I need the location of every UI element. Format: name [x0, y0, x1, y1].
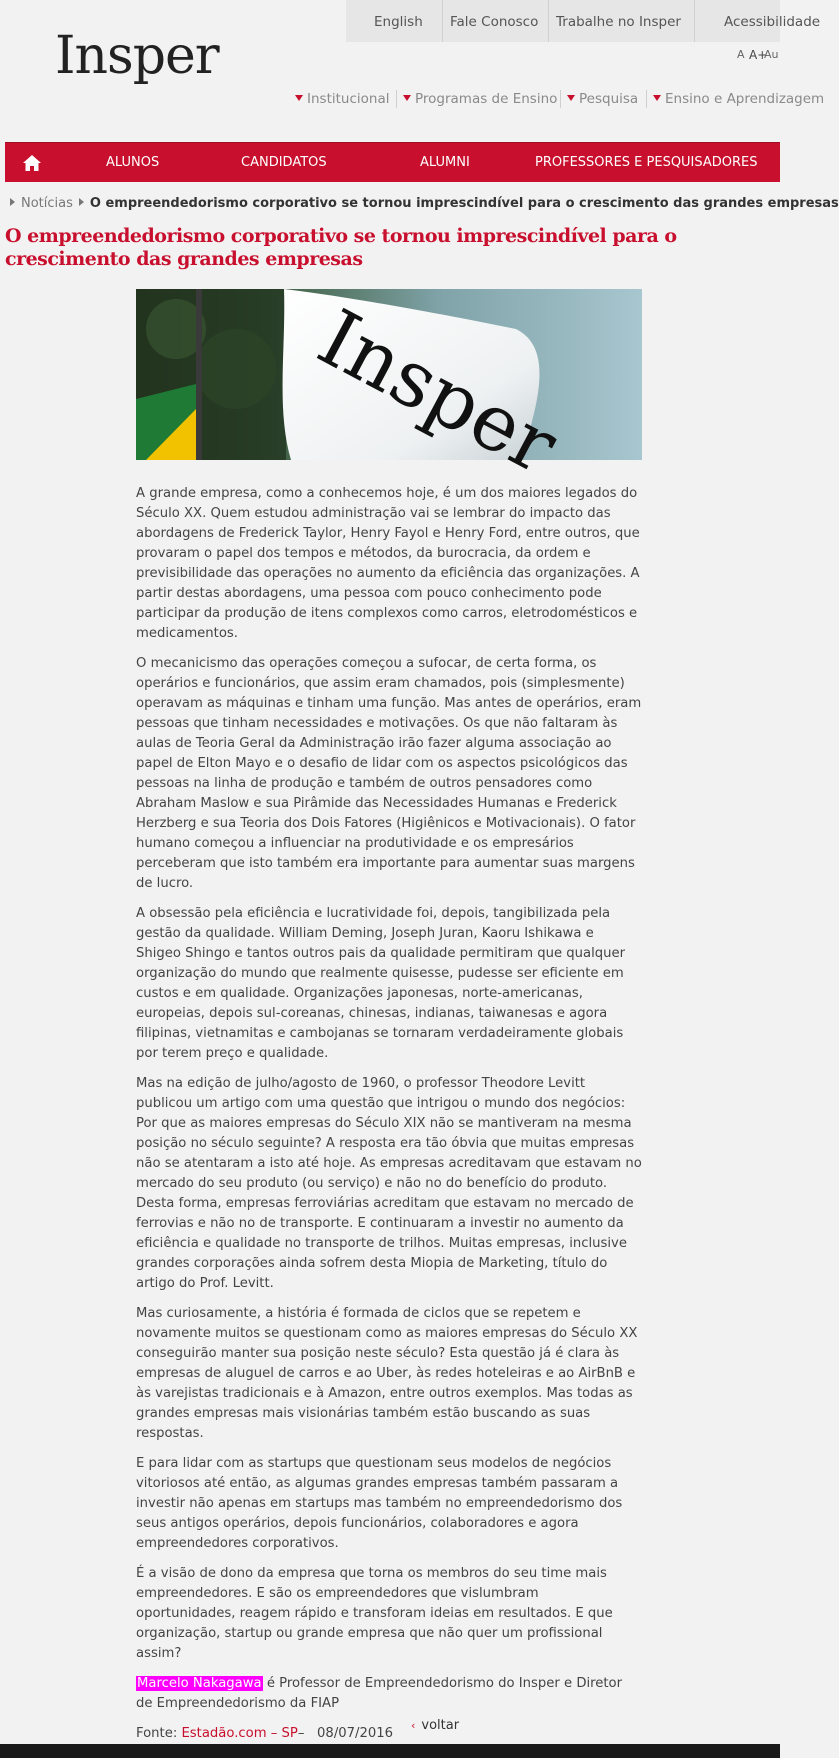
source-label: Fonte: [136, 1726, 182, 1741]
author-bio: é Professor de Empreendedorismo do Insper e Diretor de Empreendedorismo da FIAP [136, 1676, 623, 1711]
dropdown-arrow-icon [653, 95, 661, 101]
menu-ensino-e-aprendizagem[interactable]: Ensino e Aprendizagem [653, 91, 824, 107]
dropdown-arrow-icon [567, 95, 575, 101]
page-title: O empreendedorismo corporativo se tornou imprescindível para o crescimento das grandes empresas [5, 225, 677, 270]
divider [396, 90, 397, 108]
back-label: voltar [421, 1718, 460, 1733]
link-trabalhe-no-insper[interactable]: Trabalhe no Insper [556, 14, 681, 30]
main-nav [5, 142, 780, 182]
font-decrease-button[interactable]: A [737, 48, 745, 61]
author-name[interactable]: Marcelo Nakagawa [137, 1676, 262, 1691]
back-link[interactable] [411, 1718, 459, 1733]
chevron-left-icon: ‹ [411, 1719, 416, 1732]
font-increase-button[interactable]: A+ [749, 48, 768, 62]
article-paragraph: A grande empresa, como a conhecemos hoje, é um dos maiores legados do Século XX. Quem estudou administração vai se lembrar do impacto das abordagens de Frederick Taylor, Henry Fayol e Henry Ford, entre outros, que provaram o papel dos tempos e métodos, da burocracia, da ordem e previsibilidade das operações no aumento da eficiência das organizações. A partir destas abordagens, uma pessoa com pouco conhecimento pode participar da produção de itens complexos como carros, eletrodomésticos e medicamentos. [136, 486, 640, 641]
divider [560, 90, 561, 108]
breadcrumb-arrow-icon [79, 198, 84, 206]
dropdown-arrow-icon [403, 95, 411, 101]
utility-bar [346, 0, 821, 42]
font-auto-button[interactable]: Au [764, 48, 779, 61]
article-paragraph: O mecanicismo das operações começou a sufocar, de certa forma, os operários e funcionários, que assim eram chamados, pois (simplesmente) operavam as máquinas e tinham uma função. Mas antes de operários, eram pessoas que tinham necessidades e motivações. Os que não faltaram às aulas de Teoria Geral da Administração irão fazer alguma associação ao papel de Elton Mayo e o desafio de lidar com os aspectos psicológicos das pessoas na linha de produção e também de outros pensadores como Abraham Maslow e sua Pirâmide das Necessidades Humanas e Frederick Herzberg e sua Teoria dos Dois Fatores (Higiênicos e Motivacionais). O fator humano começou a influenciar na produtividade e os empresários perceberam que isto também era importante para aumentar suas margens de lucro. [136, 656, 642, 891]
divider [694, 0, 695, 42]
divider [442, 0, 443, 42]
link-fale-conosco[interactable]: Fale Conosco [450, 14, 539, 30]
breadcrumb [10, 196, 839, 211]
flag-text: Insper [304, 293, 572, 493]
nav-alumni[interactable]: ALUMNI [420, 155, 470, 170]
menu-pesquisa[interactable]: Pesquisa [567, 91, 638, 107]
article-date: 08/07/2016 [317, 1726, 394, 1741]
insper-logo[interactable]: Insper [55, 26, 219, 86]
nav-professores-e-pesquisadores[interactable]: PROFESSORES E PESQUISADORES [535, 155, 758, 170]
divider [646, 90, 647, 108]
menu-programas-de-ensino[interactable]: Programas de Ensino [403, 91, 557, 107]
dropdown-arrow-icon [295, 95, 303, 101]
article-paragraph: Mas curiosamente, a história é formada de ciclos que se repetem e novamente muitos se questionam como as maiores empresas do Século XX conseguirão manter sua posição neste século? Esta questão já é clara às empresas de aluguel de carros e ao Uber, às redes hoteleiras e ao AirBnB e às varejistas tradicionais e à Amazon, entre outros exemplos. Mas todas as grandes empresas mais visionárias também estão buscando as suas respostas. [136, 1306, 638, 1441]
home-icon[interactable] [22, 153, 42, 173]
nav-candidatos[interactable]: CANDIDATOS [241, 155, 327, 170]
nav-alunos[interactable]: ALUNOS [106, 155, 160, 170]
link-acessibilidade[interactable]: Acessibilidade [724, 14, 821, 30]
author-note [136, 1674, 642, 1714]
breadcrumb-arrow-icon [10, 198, 15, 206]
menu-institucional[interactable]: Institucional [295, 91, 389, 107]
article-source [136, 1724, 642, 1744]
article-paragraph: E para lidar com as startups que questionam seus modelos de negócios vitoriosos até então, as algumas grandes empresas também passaram a investir não apenas em startups mas também no empreendedorismo dos seus antigos operários, depois funcionários, colaboradores e agora empreendedores corporativos. [136, 1456, 623, 1551]
footer-bar [0, 1744, 780, 1758]
link-english[interactable]: English [374, 14, 423, 30]
hero-image [136, 289, 642, 493]
article-paragraph: É a visão de dono da empresa que torna os membros do seu time mais empreendedores. E são os empreendedores que vislumbram oportunidades, reagem rápido e transforam ideias em resultados. E que organização, startup ou grande empresa que não quer um profissional assim? [136, 1566, 613, 1661]
divider [548, 0, 549, 42]
breadcrumb-noticias[interactable]: Notícias [21, 196, 73, 211]
flag-photo [136, 289, 642, 493]
source-separator: – [297, 1726, 305, 1741]
article-paragraph: A obsessão pela eficiência e lucratividade foi, depois, tangibilizada pela gestão da qualidade. William Deming, Joseph Juran, Kaoru Ishikawa e Shigeo Shingo e tantos outros pais da qualidade permitiram que qualquer organização do mundo que realmente quisesse, pudesse ser eficiente em custos e em qualidade. Organizações japonesas, norte-americanas, europeias, depois sul-coreanas, chinesas, indianas, taiwanesas e agora filipinas, vietnamitas e cambojanas se tornaram verdadeiramente globais por terem preço e qualidade. [136, 906, 626, 1061]
breadcrumb-current: O empreendedorismo corporativo se tornou imprescindível para o crescimento das grandes empresas [89, 196, 839, 211]
article-paragraph: Mas na edição de julho/agosto de 1960, o professor Theodore Levitt publicou um artigo com uma questão que intrigou o mundo dos negócios: Por que as maiores empresas do Século XIX não se mantiveram na mesma posição no século seguinte? A resposta era tão óbvia que muitas empresas não se atentaram a isto até hoje. As empresas acreditavam que estavam no mercado do seu produto (ou serviço) e não no do benefício do produto. Desta forma, empresas ferroviárias acreditam que estavam no mercado de ferrovias e não no de transporte. E continuaram a investir no aumento da eficiência e qualidade no transporte de trilhos. Muitas empresas, inclusive grandes corporações ainda sofrem desta Miopia de Marketing, título do artigo do Prof. Levitt. [136, 1076, 642, 1291]
article-body [136, 484, 642, 1754]
source-link[interactable]: Estadão.com – SP [181, 1726, 298, 1741]
